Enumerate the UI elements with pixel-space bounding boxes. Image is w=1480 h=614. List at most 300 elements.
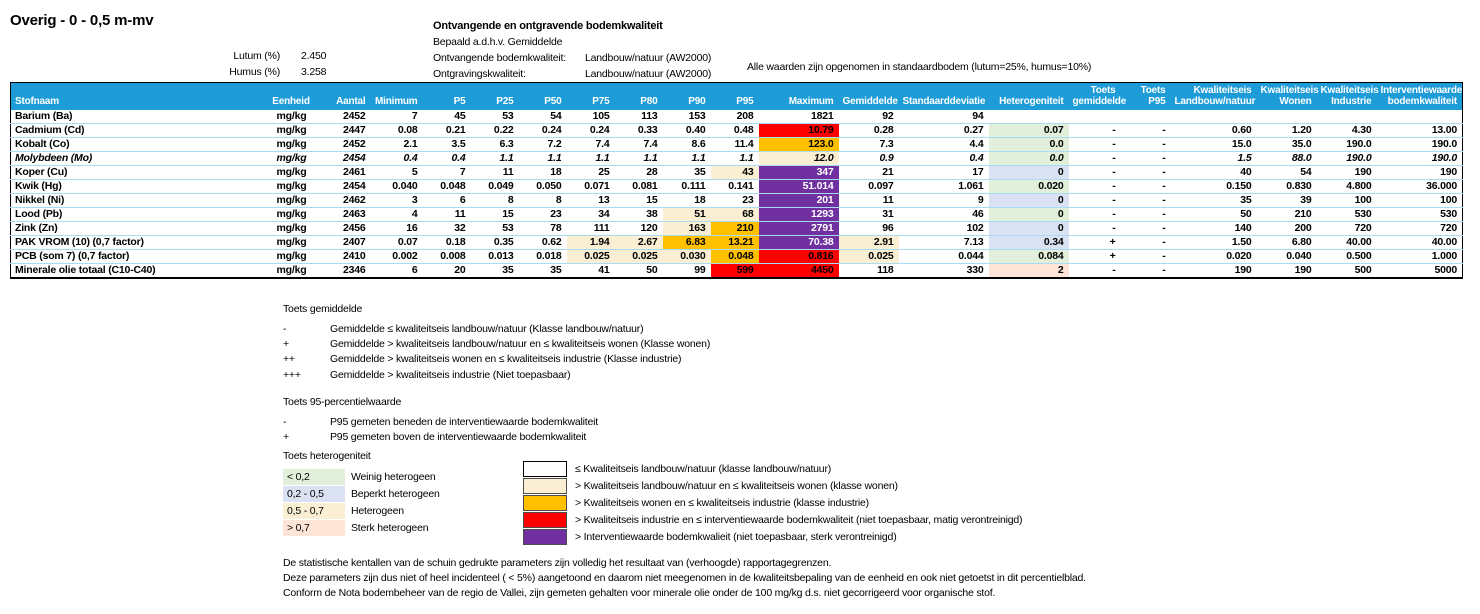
cell-kw_industrie: 500 xyxy=(1317,264,1377,279)
cell-p95: 13.21 xyxy=(711,236,759,250)
cell-kw_landbouw: 0.60 xyxy=(1171,124,1257,138)
column-header: Eenheid xyxy=(263,83,321,111)
cell-kw_wonen: 6.80 xyxy=(1257,236,1317,250)
cell-p5: 0.4 xyxy=(423,152,471,166)
cell-toets_gemiddelde: - xyxy=(1069,194,1121,208)
cell-stofnaam: Molybdeen (Mo) xyxy=(11,152,263,166)
cell-kw_industrie xyxy=(1317,110,1377,124)
cell-standaarddeviatie: 0.27 xyxy=(899,124,989,138)
cell-p75: 25 xyxy=(567,166,615,180)
cell-p25: 53 xyxy=(471,110,519,124)
cell-p25: 0.22 xyxy=(471,124,519,138)
cell-standaarddeviatie: 7.13 xyxy=(899,236,989,250)
cell-aantal: 2454 xyxy=(321,180,371,194)
cell-heterogeniteit xyxy=(989,110,1069,124)
cell-minimum: 16 xyxy=(371,222,423,236)
table-row xyxy=(11,180,1463,194)
table-header-row xyxy=(11,83,1463,111)
cell-heterogeniteit: 0.07 xyxy=(989,124,1069,138)
cell-stofnaam: Cadmium (Cd) xyxy=(11,124,263,138)
legend-text: ≤ Kwaliteitseis landbouw/natuur (klasse landbouw/natuur) xyxy=(575,463,832,475)
cell-p90: 35 xyxy=(663,166,711,180)
cell-kw_landbouw: 1.50 xyxy=(1171,236,1257,250)
cell-eenheid: mg/kg xyxy=(263,222,321,236)
cell-p90: 99 xyxy=(663,264,711,279)
cell-p95: 1.1 xyxy=(711,152,759,166)
cell-p80: 7.4 xyxy=(615,138,663,152)
cell-p5: 0.21 xyxy=(423,124,471,138)
table-row xyxy=(11,264,1463,279)
cell-toets_gemiddelde: - xyxy=(1069,208,1121,222)
cell-p95: 210 xyxy=(711,222,759,236)
legend-text: Beperkt heterogeen xyxy=(351,488,440,500)
legend-symbol: + xyxy=(283,338,289,351)
cell-standaarddeviatie: 9 xyxy=(899,194,989,208)
column-header: P25 xyxy=(471,83,519,111)
cell-p75: 13 xyxy=(567,194,615,208)
cell-eenheid: mg/kg xyxy=(263,208,321,222)
cell-toets_p95: - xyxy=(1121,138,1171,152)
cell-p50: 18 xyxy=(519,166,567,180)
cell-p95: 23 xyxy=(711,194,759,208)
legend-title: Toets heterogeniteit xyxy=(283,450,371,462)
cell-toets_p95: - xyxy=(1121,264,1171,279)
column-header: Gemiddelde xyxy=(839,83,899,111)
cell-p75: 1.1 xyxy=(567,152,615,166)
cell-stofnaam: Minerale olie totaal (C10-C40) xyxy=(11,264,263,279)
cell-minimum: 4 xyxy=(371,208,423,222)
cell-kw_landbouw: 1.5 xyxy=(1171,152,1257,166)
cell-aantal: 2407 xyxy=(321,236,371,250)
cell-stofnaam: Lood (Pb) xyxy=(11,208,263,222)
column-header: Standaarddeviatie xyxy=(899,83,989,111)
legend-text: Weinig heterogeen xyxy=(351,471,436,483)
cell-eenheid: mg/kg xyxy=(263,180,321,194)
column-header: Maximum xyxy=(759,83,839,111)
quality-class-legend-item xyxy=(523,495,1022,511)
table-row xyxy=(11,222,1463,236)
cell-heterogeniteit: 0.34 xyxy=(989,236,1069,250)
column-header: Kwaliteitseis Wonen xyxy=(1257,83,1317,111)
cell-interventiewaarde: 530 xyxy=(1377,208,1463,222)
cell-p50: 23 xyxy=(519,208,567,222)
legend-item xyxy=(283,352,710,367)
cell-p5: 32 xyxy=(423,222,471,236)
cell-eenheid: mg/kg xyxy=(263,124,321,138)
cell-standaarddeviatie: 102 xyxy=(899,222,989,236)
cell-p50: 54 xyxy=(519,110,567,124)
cell-p80: 28 xyxy=(615,166,663,180)
cell-p80: 38 xyxy=(615,208,663,222)
cell-standaarddeviatie: 94 xyxy=(899,110,989,124)
cell-toets_gemiddelde: + xyxy=(1069,250,1121,264)
cell-kw_wonen: 1.20 xyxy=(1257,124,1317,138)
color-swatch xyxy=(523,529,567,545)
cell-kw_industrie: 40.00 xyxy=(1317,236,1377,250)
cell-interventiewaarde: 13.00 xyxy=(1377,124,1463,138)
cell-aantal: 2410 xyxy=(321,250,371,264)
cell-heterogeniteit: 0.020 xyxy=(989,180,1069,194)
cell-p90: 0.111 xyxy=(663,180,711,194)
legend-item xyxy=(283,322,710,337)
cell-kw_industrie: 190.0 xyxy=(1317,138,1377,152)
legend-item xyxy=(283,368,710,383)
cell-stofnaam: Kwik (Hg) xyxy=(11,180,263,194)
cell-minimum: 0.040 xyxy=(371,180,423,194)
cell-maximum: 1821 xyxy=(759,110,839,124)
cell-toets_gemiddelde: + xyxy=(1069,236,1121,250)
cell-maximum: 201 xyxy=(759,194,839,208)
cell-kw_wonen: 88.0 xyxy=(1257,152,1317,166)
cell-toets_p95: - xyxy=(1121,124,1171,138)
table-row xyxy=(11,250,1463,264)
footer-line: Deze parameters zijn dus niet of heel incidenteel ( < 5%) aangetoond en daarom niet meegenomen in de kwaliteitsbepaling van de eenheid en ook niet getoetst in dit percentielblad. xyxy=(283,572,1086,585)
cell-p50: 7.2 xyxy=(519,138,567,152)
cell-minimum: 5 xyxy=(371,166,423,180)
cell-maximum: 2791 xyxy=(759,222,839,236)
ontvangende-label: Ontvangende bodemkwaliteit: xyxy=(433,52,566,64)
cell-p95: 68 xyxy=(711,208,759,222)
ontgravings-value: Landbouw/natuur (AW2000) xyxy=(585,68,712,80)
legend-text: > Kwaliteitseis landbouw/natuur en ≤ kwaliteitseis wonen (klasse wonen) xyxy=(575,480,898,492)
cell-heterogeniteit: 0.0 xyxy=(989,152,1069,166)
cell-p95: 11.4 xyxy=(711,138,759,152)
cell-gemiddelde: 21 xyxy=(839,166,899,180)
cell-heterogeniteit: 0 xyxy=(989,222,1069,236)
column-header: Kwaliteitseis Landbouw/natuur xyxy=(1171,83,1257,111)
cell-p90: 153 xyxy=(663,110,711,124)
cell-heterogeniteit: 0 xyxy=(989,194,1069,208)
cell-p25: 53 xyxy=(471,222,519,236)
cell-eenheid: mg/kg xyxy=(263,194,321,208)
legend-item xyxy=(283,415,598,430)
cell-eenheid: mg/kg xyxy=(263,236,321,250)
cell-toets_gemiddelde: - xyxy=(1069,152,1121,166)
cell-p5: 6 xyxy=(423,194,471,208)
cell-p5: 0.048 xyxy=(423,180,471,194)
cell-maximum: 0.816 xyxy=(759,250,839,264)
footer-line: Conform de Nota bodembeheer van de regio de Vallei, zijn gemeten gehalten voor minerale olie onder de 100 mg/kg d.s. niet gecorrigeerd voor organische stof. xyxy=(283,587,996,600)
cell-kw_industrie: 100 xyxy=(1317,194,1377,208)
cell-kw_industrie: 0.500 xyxy=(1317,250,1377,264)
cell-standaarddeviatie: 46 xyxy=(899,208,989,222)
cell-p25: 8 xyxy=(471,194,519,208)
column-header: P5 xyxy=(423,83,471,111)
cell-stofnaam: PAK VROM (10) (0,7 factor) xyxy=(11,236,263,250)
cell-p5: 11 xyxy=(423,208,471,222)
legend-toets-p95 xyxy=(283,396,598,445)
cell-p50: 0.018 xyxy=(519,250,567,264)
cell-maximum: 51.014 xyxy=(759,180,839,194)
heterogeniteit-range-swatch: < 0,2 xyxy=(283,469,345,485)
cell-p5: 7 xyxy=(423,166,471,180)
cell-p75: 111 xyxy=(567,222,615,236)
cell-toets_p95: - xyxy=(1121,208,1171,222)
cell-toets_gemiddelde xyxy=(1069,110,1121,124)
cell-gemiddelde: 0.9 xyxy=(839,152,899,166)
cell-gemiddelde: 2.91 xyxy=(839,236,899,250)
cell-heterogeniteit: 0 xyxy=(989,208,1069,222)
cell-heterogeniteit: 0 xyxy=(989,166,1069,180)
cell-kw_landbouw: 15.0 xyxy=(1171,138,1257,152)
cell-p80: 0.025 xyxy=(615,250,663,264)
table-header xyxy=(11,83,1463,111)
info-subheading: Bepaald a.d.h.v. Gemiddelde xyxy=(433,36,563,48)
cell-kw_wonen: 39 xyxy=(1257,194,1317,208)
cell-minimum: 0.08 xyxy=(371,124,423,138)
cell-heterogeniteit: 0.084 xyxy=(989,250,1069,264)
cell-kw_landbouw: 0.020 xyxy=(1171,250,1257,264)
cell-aantal: 2456 xyxy=(321,222,371,236)
heterogeniteit-legend-item xyxy=(283,520,440,536)
cell-p90: 163 xyxy=(663,222,711,236)
cell-aantal: 2461 xyxy=(321,166,371,180)
cell-p75: 7.4 xyxy=(567,138,615,152)
table-row xyxy=(11,194,1463,208)
cell-p75: 0.071 xyxy=(567,180,615,194)
cell-interventiewaarde: 1.000 xyxy=(1377,250,1463,264)
heterogeniteit-range-swatch: 0,5 - 0,7 xyxy=(283,503,345,519)
cell-gemiddelde: 118 xyxy=(839,264,899,279)
table-row xyxy=(11,124,1463,138)
legend-symbol: - xyxy=(283,416,287,428)
cell-toets_p95: - xyxy=(1121,194,1171,208)
cell-p80: 50 xyxy=(615,264,663,279)
heterogeniteit-legend-item xyxy=(283,469,440,485)
cell-maximum: 4450 xyxy=(759,264,839,279)
cell-p5: 45 xyxy=(423,110,471,124)
ontvangende-value: Landbouw/natuur (AW2000) xyxy=(585,52,712,64)
cell-toets_p95 xyxy=(1121,110,1171,124)
cell-p95: 599 xyxy=(711,264,759,279)
column-header: Minimum xyxy=(371,83,423,111)
cell-p95: 0.48 xyxy=(711,124,759,138)
cell-maximum: 10.79 xyxy=(759,124,839,138)
cell-maximum: 123.0 xyxy=(759,138,839,152)
legend-text: > Interventiewaarde bodemkwalieit (niet toepasbaar, sterk verontreinigd) xyxy=(575,531,897,543)
cell-kw_wonen: 190 xyxy=(1257,264,1317,279)
page-title: Overig - 0 - 0,5 m-mv xyxy=(10,12,154,29)
legend-quality-classes xyxy=(523,461,1022,546)
cell-kw_wonen xyxy=(1257,110,1317,124)
table-row xyxy=(11,110,1463,124)
legend-heterogeniteit xyxy=(283,450,440,537)
cell-interventiewaarde: 40.00 xyxy=(1377,236,1463,250)
legend-text: P95 gemeten boven de interventiewaarde bodemkwaliteit xyxy=(330,431,587,444)
column-header: P80 xyxy=(615,83,663,111)
cell-kw_industrie: 190.0 xyxy=(1317,152,1377,166)
heterogeniteit-range-swatch: 0,2 - 0,5 xyxy=(283,486,345,502)
cell-p75: 41 xyxy=(567,264,615,279)
cell-eenheid: mg/kg xyxy=(263,166,321,180)
legend-text: Gemiddelde ≤ kwaliteitseis landbouw/natuur (Klasse landbouw/natuur) xyxy=(330,323,644,335)
legend-item xyxy=(283,337,710,352)
cell-eenheid: mg/kg xyxy=(263,264,321,279)
cell-p25: 6.3 xyxy=(471,138,519,152)
column-header: P75 xyxy=(567,83,615,111)
cell-minimum: 3 xyxy=(371,194,423,208)
cell-minimum: 0.4 xyxy=(371,152,423,166)
cell-maximum: 1293 xyxy=(759,208,839,222)
column-header: Heterogeniteit xyxy=(989,83,1069,111)
cell-stofnaam: Zink (Zn) xyxy=(11,222,263,236)
color-swatch xyxy=(523,461,567,477)
cell-interventiewaarde: 190.0 xyxy=(1377,138,1463,152)
cell-eenheid: mg/kg xyxy=(263,250,321,264)
color-swatch xyxy=(523,495,567,511)
cell-kw_industrie: 190 xyxy=(1317,166,1377,180)
cell-standaarddeviatie: 1.061 xyxy=(899,180,989,194)
legend-symbol: ++ xyxy=(283,353,295,366)
cell-minimum: 0.07 xyxy=(371,236,423,250)
cell-p50: 1.1 xyxy=(519,152,567,166)
cell-p25: 15 xyxy=(471,208,519,222)
column-header: Stofnaam xyxy=(11,83,263,111)
cell-p75: 1.94 xyxy=(567,236,615,250)
cell-p5: 0.008 xyxy=(423,250,471,264)
cell-p75: 105 xyxy=(567,110,615,124)
table-row xyxy=(11,208,1463,222)
cell-kw_industrie: 4.30 xyxy=(1317,124,1377,138)
cell-p90: 0.40 xyxy=(663,124,711,138)
cell-p50: 0.24 xyxy=(519,124,567,138)
cell-kw_wonen: 200 xyxy=(1257,222,1317,236)
cell-p95: 0.048 xyxy=(711,250,759,264)
cell-toets_gemiddelde: - xyxy=(1069,222,1121,236)
legend-title: Toets gemiddelde xyxy=(283,303,363,315)
cell-standaarddeviatie: 330 xyxy=(899,264,989,279)
cell-kw_wonen: 35.0 xyxy=(1257,138,1317,152)
cell-p5: 20 xyxy=(423,264,471,279)
column-header: Interventiewaarde bodemkwaliteit xyxy=(1377,83,1463,111)
cell-gemiddelde: 11 xyxy=(839,194,899,208)
lutum-value: 2.450 xyxy=(301,50,327,62)
cell-kw_landbouw: 40 xyxy=(1171,166,1257,180)
legend-text: Sterk heterogeen xyxy=(351,522,429,534)
cell-kw_wonen: 54 xyxy=(1257,166,1317,180)
cell-standaarddeviatie: 4.4 xyxy=(899,138,989,152)
cell-interventiewaarde: 720 xyxy=(1377,222,1463,236)
cell-p90: 51 xyxy=(663,208,711,222)
table-row xyxy=(11,138,1463,152)
cell-p5: 0.18 xyxy=(423,236,471,250)
cell-kw_landbouw xyxy=(1171,110,1257,124)
column-header: P90 xyxy=(663,83,711,111)
cell-aantal: 2346 xyxy=(321,264,371,279)
cell-p75: 34 xyxy=(567,208,615,222)
cell-minimum: 2.1 xyxy=(371,138,423,152)
cell-kw_wonen: 0.830 xyxy=(1257,180,1317,194)
cell-aantal: 2463 xyxy=(321,208,371,222)
statistics-table xyxy=(10,82,1463,279)
cell-kw_landbouw: 190 xyxy=(1171,264,1257,279)
cell-minimum: 6 xyxy=(371,264,423,279)
heterogeniteit-legend-item xyxy=(283,503,440,519)
cell-toets_p95: - xyxy=(1121,222,1171,236)
legend-symbol: + xyxy=(283,431,289,444)
column-header: P95 xyxy=(711,83,759,111)
cell-aantal: 2454 xyxy=(321,152,371,166)
cell-stofnaam: PCB (som 7) (0,7 factor) xyxy=(11,250,263,264)
column-header: Toets gemiddelde xyxy=(1069,83,1121,111)
cell-stofnaam: Barium (Ba) xyxy=(11,110,263,124)
cell-gemiddelde: 31 xyxy=(839,208,899,222)
cell-kw_landbouw: 50 xyxy=(1171,208,1257,222)
heterogeniteit-legend-item xyxy=(283,486,440,502)
table-body xyxy=(11,110,1463,278)
legend-toets-gemiddelde xyxy=(283,303,710,383)
cell-p90: 8.6 xyxy=(663,138,711,152)
cell-toets_p95: - xyxy=(1121,180,1171,194)
cell-p80: 0.081 xyxy=(615,180,663,194)
table-row xyxy=(11,166,1463,180)
cell-interventiewaarde: 190.0 xyxy=(1377,152,1463,166)
footer-notes xyxy=(283,556,1086,602)
quality-class-legend-item xyxy=(523,529,1022,545)
heterogeniteit-range-swatch: > 0,7 xyxy=(283,520,345,536)
cell-p80: 2.67 xyxy=(615,236,663,250)
cell-minimum: 0.002 xyxy=(371,250,423,264)
lutum-label: Lutum (%) xyxy=(233,50,280,62)
legend-text: Heterogeen xyxy=(351,505,404,517)
cell-maximum: 12.0 xyxy=(759,152,839,166)
cell-standaarddeviatie: 0.044 xyxy=(899,250,989,264)
cell-p25: 0.049 xyxy=(471,180,519,194)
cell-interventiewaarde: 100 xyxy=(1377,194,1463,208)
legend-text: Gemiddelde > kwaliteitseis wonen en ≤ kwaliteitseis industrie (Klasse industrie) xyxy=(330,353,682,366)
column-header: Kwaliteitseis Industrie xyxy=(1317,83,1377,111)
cell-p75: 0.025 xyxy=(567,250,615,264)
table-row xyxy=(11,236,1463,250)
cell-toets_p95: - xyxy=(1121,152,1171,166)
cell-maximum: 70.38 xyxy=(759,236,839,250)
cell-aantal: 2447 xyxy=(321,124,371,138)
cell-p25: 1.1 xyxy=(471,152,519,166)
cell-kw_landbouw: 140 xyxy=(1171,222,1257,236)
column-header: Aantal xyxy=(321,83,371,111)
legend-text: Gemiddelde > kwaliteitseis industrie (Niet toepasbaar) xyxy=(330,368,571,381)
cell-gemiddelde: 92 xyxy=(839,110,899,124)
cell-p25: 0.35 xyxy=(471,236,519,250)
cell-gemiddelde: 0.097 xyxy=(839,180,899,194)
legend-item xyxy=(283,430,598,445)
cell-p80: 120 xyxy=(615,222,663,236)
cell-gemiddelde: 7.3 xyxy=(839,138,899,152)
cell-heterogeniteit: 2 xyxy=(989,264,1069,279)
cell-interventiewaarde: 36.000 xyxy=(1377,180,1463,194)
cell-eenheid: mg/kg xyxy=(263,138,321,152)
cell-p90: 6.83 xyxy=(663,236,711,250)
cell-toets_gemiddelde: - xyxy=(1069,124,1121,138)
cell-p80: 0.33 xyxy=(615,124,663,138)
ontgravings-label: Ontgravingskwaliteit: xyxy=(433,68,526,80)
color-swatch xyxy=(523,512,567,528)
cell-interventiewaarde: 5000 xyxy=(1377,264,1463,279)
cell-kw_wonen: 210 xyxy=(1257,208,1317,222)
cell-standaarddeviatie: 0.4 xyxy=(899,152,989,166)
cell-eenheid: mg/kg xyxy=(263,110,321,124)
humus-value: 3.258 xyxy=(301,66,327,78)
cell-interventiewaarde: 190 xyxy=(1377,166,1463,180)
cell-kw_landbouw: 35 xyxy=(1171,194,1257,208)
cell-p25: 11 xyxy=(471,166,519,180)
standaardbodem-note: Alle waarden zijn opgenomen in standaardbodem (lutum=25%, humus=10%) xyxy=(747,61,1092,73)
cell-toets_gemiddelde: - xyxy=(1069,264,1121,279)
cell-gemiddelde: 0.025 xyxy=(839,250,899,264)
cell-interventiewaarde xyxy=(1377,110,1463,124)
cell-p95: 43 xyxy=(711,166,759,180)
footer-line: De statistische kentallen van de schuin gedrukte parameters zijn volledig het resultaat van (verhoogde) rapportagegrenzen. xyxy=(283,557,832,569)
